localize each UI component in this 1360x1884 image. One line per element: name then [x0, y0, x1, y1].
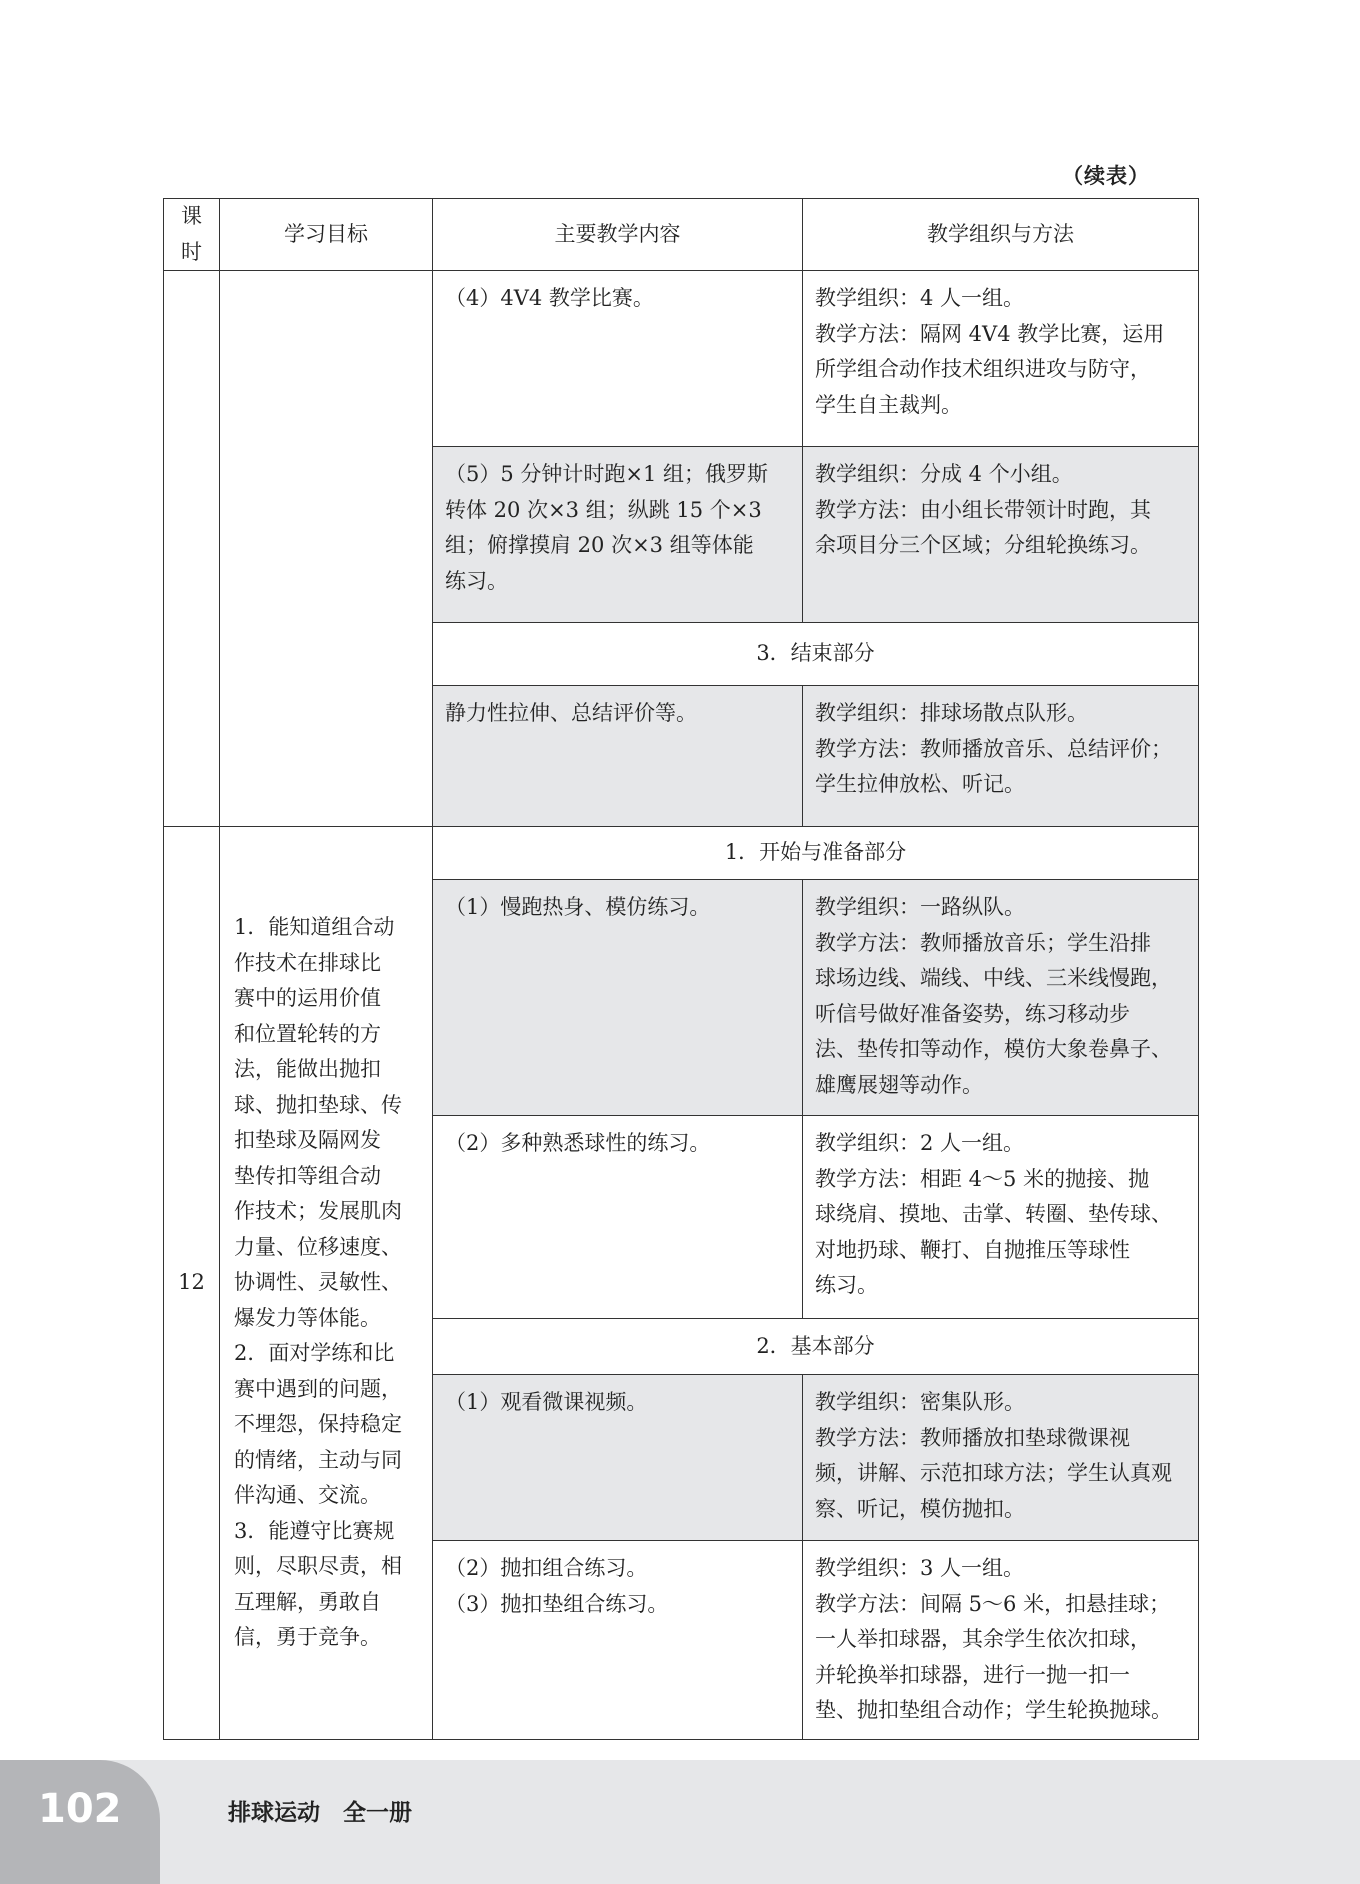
goal-line: 赛中遇到的问题，	[234, 1376, 402, 1401]
header-method: 教学组织与方法	[803, 199, 1199, 271]
page-number: 102	[38, 1786, 122, 1832]
goal-line: 互理解，勇敢自	[234, 1589, 381, 1614]
goal-line: 则，尽职尽责，相	[234, 1554, 402, 1579]
goal-line: 信，勇于竞争。	[234, 1625, 381, 1650]
goals-cell-empty	[220, 271, 433, 827]
goal-line: 赛中的运用价值	[234, 986, 381, 1011]
section-title-basic: 2．基本部分	[433, 1319, 1199, 1375]
goals-list	[232, 910, 422, 1656]
goal-line: 法，能做出抛扣	[234, 1057, 381, 1082]
header-goals: 学习目标	[220, 199, 433, 271]
method-cell: 教学组织：密集队形。 教学方法：教师播放扣垫球微课视 频，讲解、示范扣球方法；学生认真观 察、听记，模仿抛扣。	[803, 1375, 1199, 1541]
goal-line: 垫传扣等组合动	[234, 1163, 381, 1188]
method-cell: 教学组织：4 人一组。 教学方法：隔网 4V4 教学比赛，运用 所学组合动作技术组织进攻与防守， 学生自主裁判。	[803, 271, 1199, 447]
continued-label: （续表）	[1062, 164, 1150, 188]
goal-line: 1．能知道组合动	[234, 915, 395, 940]
header-lesson: 课时	[164, 199, 220, 271]
method-cell: 教学组织：2 人一组。 教学方法：相距 4～5 米的抛接、抛 球绕肩、摸地、击掌、转圈、垫传球、 对地扔球、鞭打、自抛推压等球性 练习。	[803, 1116, 1199, 1319]
goal-line: 作技术；发展肌肉	[234, 1199, 402, 1224]
footer-band	[0, 1760, 1360, 1884]
goal-line: 不埋怨，保持稳定	[234, 1412, 402, 1437]
goal-line: 和位置轮转的方	[234, 1021, 381, 1046]
content-cell: （1）观看微课视频。	[433, 1375, 803, 1541]
table-row	[164, 271, 1199, 447]
section-title-end: 3．结束部分	[433, 623, 1199, 686]
content-cell: （1）慢跑热身、模仿练习。	[433, 880, 803, 1116]
goal-line: 扣垫球及隔网发	[234, 1128, 381, 1153]
header-content: 主要教学内容	[433, 199, 803, 271]
goal-line: 2．面对学练和比	[234, 1341, 395, 1366]
content-cell: （2）多种熟悉球性的练习。	[433, 1116, 803, 1319]
content-cell: （4）4V4 教学比赛。	[433, 271, 803, 447]
section-title-start: 1．开始与准备部分	[433, 827, 1199, 880]
goal-line: 协调性、灵敏性、	[234, 1270, 402, 1295]
content-cell: 静力性拉伸、总结评价等。	[433, 686, 803, 827]
lesson-plan-table	[163, 198, 1199, 1740]
goal-line: 爆发力等体能。	[234, 1305, 381, 1330]
goal-line: 3．能遵守比赛规	[234, 1518, 395, 1543]
goal-line: 力量、位移速度、	[234, 1234, 402, 1259]
content-cell: （5）5 分钟计时跑×1 组；俄罗斯 转体 20 次×3 组；纵跳 15 个×3 组；俯撑摸肩 20 次×3 组等体能 练习。	[433, 447, 803, 623]
section-row	[164, 827, 1199, 880]
method-cell: 教学组织：一路纵队。 教学方法：教师播放音乐；学生沿排 球场边线、端线、中线、三米线慢跑， 听信号做好准备姿势，练习移动步 法、垫传扣等动作，模仿大象卷鼻子、 雄鹰展翅等动作。	[803, 880, 1199, 1116]
table-header-row	[164, 199, 1199, 271]
goal-line: 伴沟通、交流。	[234, 1483, 381, 1508]
goals-cell	[220, 827, 433, 1740]
goal-line: 的情绪，主动与同	[234, 1447, 402, 1472]
lesson-cell-empty	[164, 271, 220, 827]
method-cell: 教学组织：3 人一组。 教学方法：间隔 5～6 米，扣悬挂球； 一人举扣球器，其余学生依次扣球， 并轮换举扣球器，进行一抛一扣一 垫、抛扣垫组合动作；学生轮换抛球。	[803, 1541, 1199, 1740]
content-cell: （2）抛扣组合练习。 （3）抛扣垫组合练习。	[433, 1541, 803, 1740]
method-cell: 教学组织：排球场散点队形。 教学方法：教师播放音乐、总结评价； 学生拉伸放松、听记。	[803, 686, 1199, 827]
goal-line: 球、抛扣垫球、传	[234, 1092, 402, 1117]
goal-line: 作技术在排球比	[234, 950, 381, 975]
lesson-number: 12	[164, 827, 220, 1740]
method-cell: 教学组织：分成 4 个小组。 教学方法：由小组长带领计时跑，其 余项目分三个区域；分组轮换练习。	[803, 447, 1199, 623]
book-title: 排球运动 全一册	[228, 1800, 412, 1826]
